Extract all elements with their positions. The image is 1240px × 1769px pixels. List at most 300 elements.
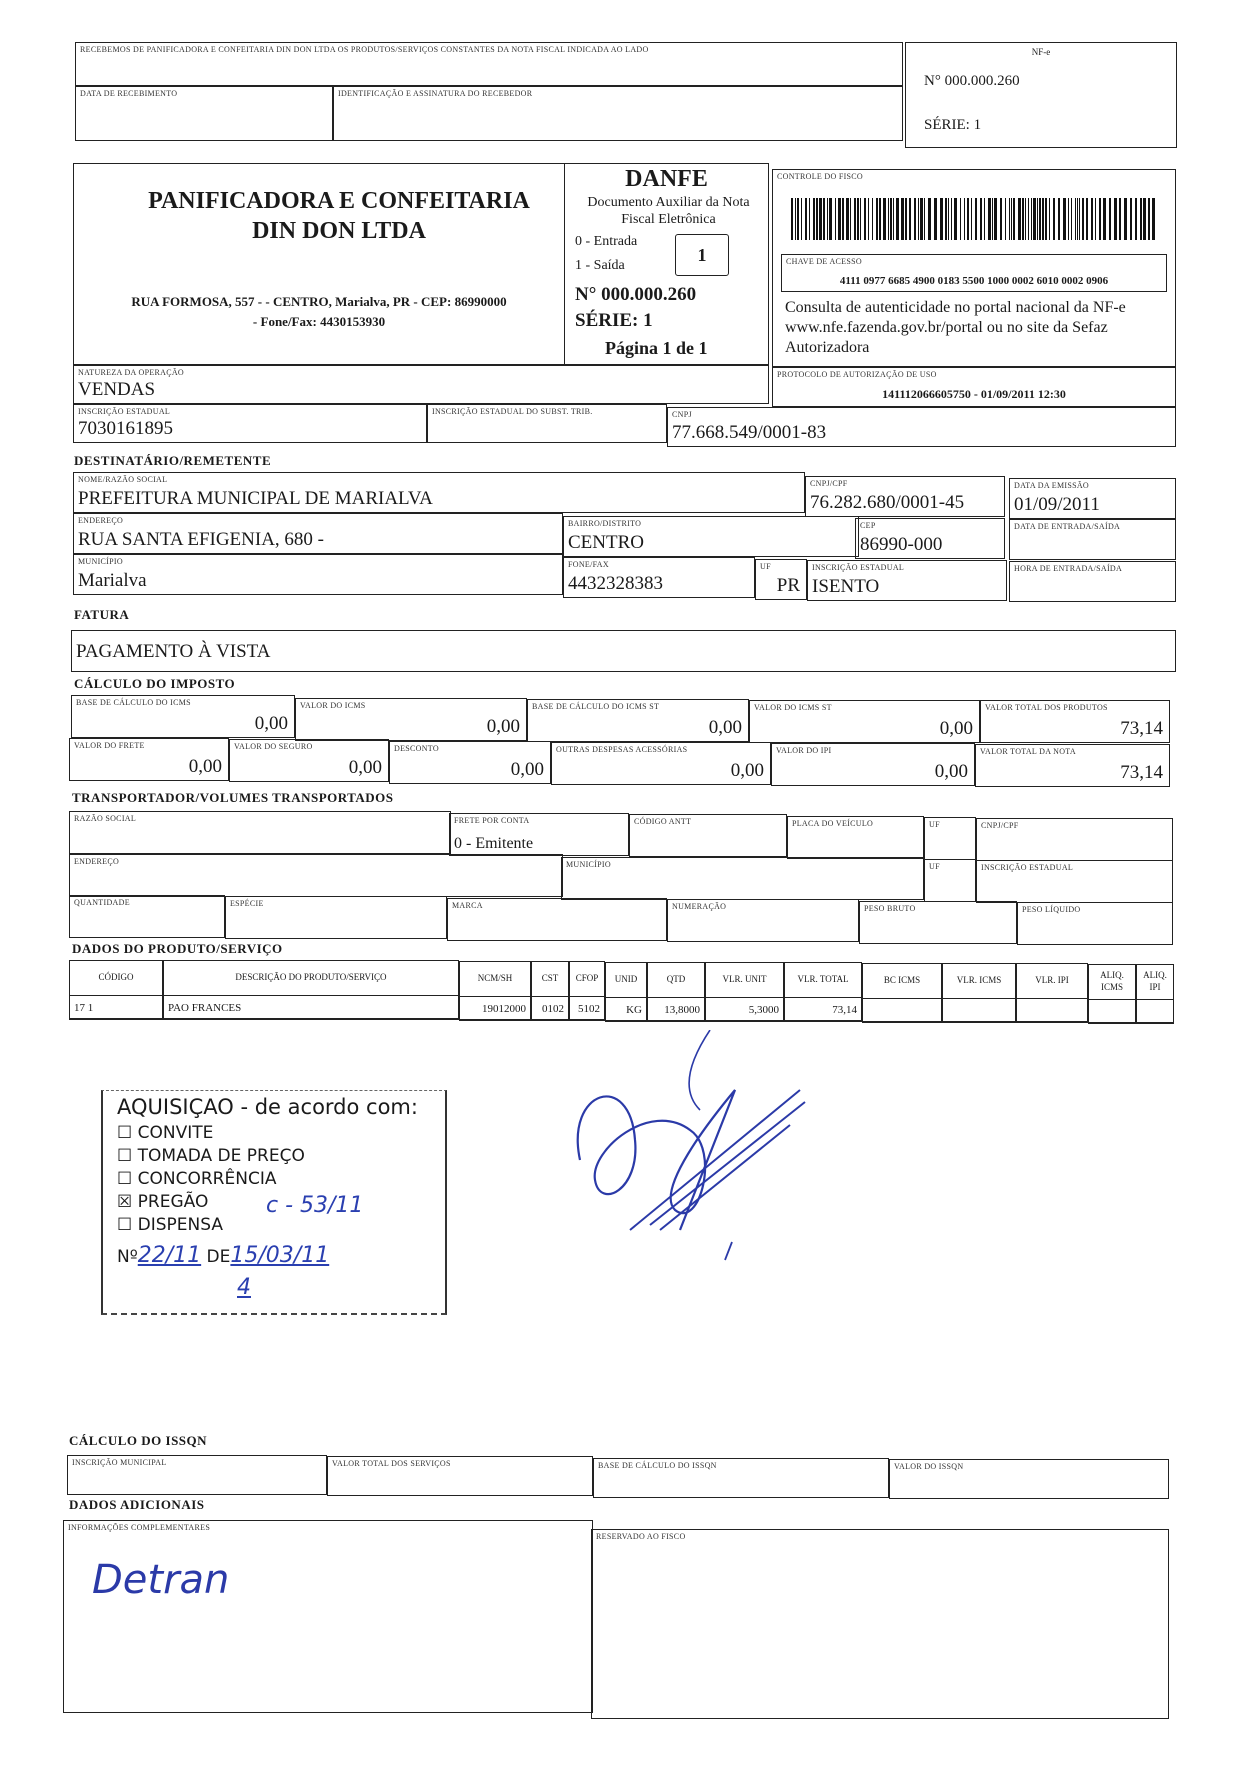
barcode-bar xyxy=(842,198,844,240)
carrier-cnpj-cell xyxy=(976,818,1173,861)
barcode-bar xyxy=(988,198,991,240)
barcode-bar xyxy=(1031,198,1032,240)
tax-label: VALOR DO ICMS xyxy=(300,701,366,710)
stamp-option xyxy=(117,1123,213,1143)
barcode-bar xyxy=(914,198,916,240)
barcode-bar xyxy=(809,198,810,240)
tax-value: 0,00 xyxy=(188,756,222,777)
product-header-cell: QTD xyxy=(647,962,705,998)
barcode-bar xyxy=(890,198,892,240)
receipt-number: N° 000.000.260 xyxy=(924,73,1020,89)
carrier-ie-label: INSCRIÇÃO ESTADUAL xyxy=(981,863,1074,872)
stamp-number: 22/11 xyxy=(137,1243,202,1268)
tax-value: 0,00 xyxy=(510,759,544,780)
stamp-option-label: TOMADA DE PREÇO xyxy=(137,1146,305,1166)
tax-value: 0,00 xyxy=(254,713,288,734)
recipient-phone: 4432328383 xyxy=(568,573,663,594)
barcode-bar xyxy=(868,198,869,240)
danfe-number: N° 000.000.260 xyxy=(575,284,697,305)
stamp-title: AQUISIÇAO - de acordo com: xyxy=(117,1095,418,1119)
stamp-option xyxy=(117,1169,276,1189)
access-key: 4111 0977 6685 4900 0183 5500 1000 0002 6010 0002 0906 xyxy=(839,275,1109,287)
info-label: INFORMAÇÕES COMPLEMENTARES xyxy=(68,1523,211,1532)
emission-value: 01/09/2011 xyxy=(1014,494,1100,515)
recipient-cnpj-cell xyxy=(805,476,1005,517)
recipient-address: RUA SANTA EFIGENIA, 680 - xyxy=(78,529,325,550)
tax-cell xyxy=(71,695,295,738)
barcode-bar xyxy=(909,198,911,240)
barcode-bar xyxy=(945,198,947,240)
barcode-bar xyxy=(854,198,856,240)
tax-value: 0,00 xyxy=(939,718,973,739)
tax-cell xyxy=(771,743,975,786)
protocol-cell xyxy=(772,367,1176,407)
recipient-district-cell xyxy=(563,516,859,557)
tax-cell xyxy=(229,739,389,782)
recipient-cnpj-label: CNPJ/CPF xyxy=(810,479,848,488)
product-header-cell: VLR. UNIT xyxy=(705,962,784,998)
invoice-section: FATURA xyxy=(74,607,130,622)
barcode-bar xyxy=(1152,198,1155,240)
product-header-cell: BC ICMS xyxy=(862,963,942,999)
tax-section: CÁLCULO DO IMPOSTO xyxy=(74,676,236,691)
barcode-bar xyxy=(791,198,793,240)
product-header-cell: CFOP xyxy=(569,961,605,997)
cnpj-label: CNPJ xyxy=(672,410,692,419)
barcode-bar xyxy=(975,198,977,240)
stamp-option-label: PREGÃO xyxy=(137,1192,209,1212)
access-key-label: CHAVE DE ACESSO xyxy=(786,257,862,266)
recipient-phone-label: FONE/FAX xyxy=(568,560,609,569)
product-header-cell: VLR. ICMS xyxy=(942,963,1016,999)
reserved-cell xyxy=(591,1529,1169,1719)
danfe-subtitle: Documento Auxiliar da Nota Fiscal Eletrônica xyxy=(587,195,750,227)
stamp-number-prefix: Nº xyxy=(117,1247,138,1267)
additional-section: DADOS ADICIONAIS xyxy=(69,1497,205,1512)
product-header-cell: NCM/SH xyxy=(459,961,531,997)
danfe-box xyxy=(565,163,769,365)
barcode-bar xyxy=(1099,198,1101,240)
numbering-label: NUMERAÇÃO xyxy=(672,902,727,911)
barcode-bar xyxy=(901,198,904,240)
ie-value: 7030161895 xyxy=(78,418,173,439)
gross-weight-label: PESO BRUTO xyxy=(864,904,916,913)
recipient-name-cell xyxy=(73,472,805,513)
stamp-pregao-handwritten: c - 53/11 xyxy=(266,1193,364,1218)
recipient-name-label: NOME/RAZÃO SOCIAL xyxy=(78,475,168,484)
receipt-series: SÉRIE: 1 xyxy=(924,117,982,133)
numbering-cell xyxy=(667,899,859,942)
tax-value: 0,00 xyxy=(730,760,764,781)
barcode-bar xyxy=(1018,198,1021,240)
tax-value: 0,00 xyxy=(486,716,520,737)
tax-cell xyxy=(975,744,1170,787)
product-cell: 5,3000 xyxy=(705,998,784,1022)
tax-cell xyxy=(295,698,527,741)
tax-label: VALOR DO SEGURO xyxy=(234,742,313,751)
tax-value: 0,00 xyxy=(708,717,742,738)
barcode-bar xyxy=(1075,198,1076,240)
tax-value: 0,00 xyxy=(348,757,382,778)
carrier-city-label: MUNICÍPIO xyxy=(566,860,611,869)
quantity-cell xyxy=(69,895,225,938)
product-cell: KG xyxy=(605,998,647,1022)
stamp-checkbox: ☒ xyxy=(117,1192,138,1212)
ie-label: INSCRIÇÃO ESTADUAL xyxy=(78,407,171,416)
plate-label: PLACA DO VEÍCULO xyxy=(792,819,874,828)
barcode-bar xyxy=(1009,198,1010,240)
barcode-bar xyxy=(1140,198,1142,240)
ie-st-cell xyxy=(427,404,667,443)
receipt-nfe-box xyxy=(905,42,1177,148)
barcode-bar xyxy=(801,198,802,240)
barcode-bar xyxy=(918,198,919,240)
stamp-option xyxy=(117,1192,208,1212)
barcode-bar xyxy=(951,198,952,240)
recipient-cep: 86990-000 xyxy=(860,534,943,555)
entry-date-cell xyxy=(1009,519,1176,560)
stamp-option-label: CONCORRÊNCIA xyxy=(137,1169,277,1189)
barcode-bar xyxy=(1068,198,1069,240)
barcode-bar xyxy=(1028,198,1029,240)
tax-label: VALOR DO FRETE xyxy=(74,741,145,750)
danfe-type-value: 1 xyxy=(675,234,729,276)
receipt-statement-box xyxy=(75,42,903,86)
recipient-address-cell xyxy=(73,513,563,554)
acquisition-stamp xyxy=(101,1090,447,1315)
barcode-bar xyxy=(1033,198,1036,240)
barcode-bar xyxy=(984,198,985,240)
recipient-ie-label: INSCRIÇÃO ESTADUAL xyxy=(812,563,905,572)
stamp-option-label: CONVITE xyxy=(137,1123,214,1143)
product-header-cell: VLR. IPI xyxy=(1016,963,1088,999)
barcode-bar xyxy=(1086,198,1088,240)
barcode-bar xyxy=(1143,198,1146,240)
barcode-bar xyxy=(928,198,931,240)
barcode-bar xyxy=(1013,198,1015,240)
issuer-phone: - Fone/Fax: 4430153930 xyxy=(252,314,386,329)
barcode-bar xyxy=(940,198,943,240)
stamp-checkbox: ☐ xyxy=(117,1169,138,1189)
recipient-address-label: ENDEREÇO xyxy=(78,516,124,525)
carrier-address-cell xyxy=(69,854,563,897)
product-cell xyxy=(1136,1000,1174,1024)
products-section: DADOS DO PRODUTO/SERVIÇO xyxy=(72,941,283,956)
stamp-date-prefix: DE xyxy=(206,1247,231,1267)
carrier-name-cell xyxy=(69,811,451,854)
barcode-bar xyxy=(1114,198,1117,240)
info-handwritten: Detran xyxy=(92,1557,230,1603)
barcode-bar xyxy=(876,198,878,240)
danfe-exit: 1 - Saída xyxy=(575,258,625,273)
product-header-cell: CÓDIGO xyxy=(69,960,163,996)
product-cell: 73,14 xyxy=(784,998,862,1022)
reserved-label: RESERVADO AO FISCO xyxy=(596,1532,686,1541)
barcode-bar xyxy=(827,198,828,240)
invoice-cell xyxy=(71,630,1176,672)
product-header-cell: ALIQ. ICMS xyxy=(1088,964,1136,1000)
danfe-title: DANFE xyxy=(625,166,708,192)
issqn-services-cell xyxy=(327,1456,593,1496)
barcode-bar xyxy=(829,198,832,240)
barcode-bar xyxy=(1124,198,1127,240)
barcode-bar xyxy=(924,198,925,240)
barcode-bar xyxy=(883,198,886,240)
issqn-value-cell xyxy=(889,1459,1169,1499)
issqn-services-label: VALOR TOTAL DOS SERVIÇOS xyxy=(332,1459,451,1468)
cnpj-cell xyxy=(667,407,1176,447)
product-cell xyxy=(1088,1000,1136,1024)
recipient-uf-label: UF xyxy=(760,562,771,571)
barcode-bar xyxy=(797,198,799,240)
danfe-page: Página 1 de 1 xyxy=(605,338,708,358)
tax-cell xyxy=(980,700,1170,743)
receipt-signature-box xyxy=(333,86,903,141)
barcode-bar xyxy=(850,198,851,240)
issuer-address: RUA FORMOSA, 557 - - CENTRO, Marialva, PR - CEP: 86990000 xyxy=(131,294,507,309)
barcode-bar xyxy=(1103,198,1106,240)
issqn-im-label: INSCRIÇÃO MUNICIPAL xyxy=(72,1458,167,1467)
barcode-bar xyxy=(992,198,993,240)
ie-cell xyxy=(73,404,427,443)
barcode-bar xyxy=(934,198,937,240)
recipient-city-cell xyxy=(73,554,563,595)
product-cell: 5102 xyxy=(569,997,605,1021)
species-cell xyxy=(225,896,447,939)
barcode-bar xyxy=(1058,198,1060,240)
issqn-base-cell xyxy=(593,1458,889,1498)
barcode-bar xyxy=(980,198,982,240)
protocol-value: 141112066605750 - 01/09/2011 12:30 xyxy=(882,387,1066,401)
carrier-ie-cell xyxy=(976,860,1173,903)
stamp-number-line xyxy=(117,1243,329,1268)
issqn-im-cell xyxy=(67,1455,327,1495)
stamp-option xyxy=(117,1215,223,1235)
stamp-extra: 4 xyxy=(237,1275,251,1300)
barcode-bar xyxy=(1079,198,1080,240)
product-cell xyxy=(1016,999,1088,1023)
barcode-bar xyxy=(835,198,836,240)
recipient-district: CENTRO xyxy=(568,532,644,553)
barcode-bar xyxy=(795,198,796,240)
barcode-bar xyxy=(864,198,866,240)
carrier-address-label: ENDEREÇO xyxy=(74,857,120,866)
entry-time-label: HORA DE ENTRADA/SAÍDA xyxy=(1014,564,1123,573)
barcode-bar xyxy=(1130,198,1132,240)
barcode-bar xyxy=(1039,198,1041,240)
carrier-uf-cell xyxy=(924,817,976,860)
recipient-cep-label: CEP xyxy=(860,521,876,530)
barcode-bar xyxy=(1049,198,1050,240)
stamp-checkbox: ☐ xyxy=(117,1123,138,1143)
recipient-ie-cell xyxy=(807,560,1007,601)
access-key-box xyxy=(781,254,1167,292)
barcode-bar xyxy=(838,198,841,240)
barcode-bar xyxy=(860,198,861,240)
carrier-uf2-cell xyxy=(924,859,976,902)
barcode-bar xyxy=(1077,198,1078,240)
tax-label: VALOR TOTAL DA NOTA xyxy=(980,747,1076,756)
emission-cell xyxy=(1009,478,1176,519)
barcode-bar xyxy=(1042,198,1044,240)
danfe-series: SÉRIE: 1 xyxy=(575,310,653,331)
product-header-cell: ALIQ. IPI xyxy=(1136,964,1174,1000)
barcode-bar xyxy=(1082,198,1084,240)
barcode-bar xyxy=(872,198,873,240)
barcode-bar xyxy=(1095,198,1096,240)
tax-label: BASE DE CÁLCULO DO ICMS ST xyxy=(532,702,660,711)
barcode-bar xyxy=(819,198,822,240)
tax-cell xyxy=(389,741,551,784)
tax-cell xyxy=(69,738,229,781)
cnpj-value: 77.668.549/0001-83 xyxy=(672,422,827,443)
tax-cell xyxy=(527,699,749,742)
recipient-name: PREFEITURA MUNICIPAL DE MARIALVA xyxy=(78,488,433,509)
barcode-bar xyxy=(1119,198,1121,240)
barcode-bar xyxy=(1045,198,1047,240)
receipt-nfe-label: NF-e xyxy=(1031,47,1051,57)
barcode-bar xyxy=(1000,198,1002,240)
barcode-bar xyxy=(905,198,907,240)
fisco-box xyxy=(772,169,1176,367)
tax-label: VALOR DO IPI xyxy=(776,746,832,755)
tax-label: BASE DE CÁLCULO DO ICMS xyxy=(76,698,191,707)
barcode-bar xyxy=(1135,198,1137,240)
barcode-bar xyxy=(954,198,957,240)
stamp-option-label: DISPENSA xyxy=(137,1215,223,1235)
receipt-date-label: DATA DE RECEBIMENTO xyxy=(80,89,178,98)
product-cell: 13,8000 xyxy=(647,998,705,1022)
tax-label: VALOR TOTAL DOS PRODUTOS xyxy=(985,703,1108,712)
issqn-base-label: BASE DE CÁLCULO DO ISSQN xyxy=(598,1461,717,1470)
barcode-bar xyxy=(1063,198,1066,240)
barcode-bar xyxy=(920,198,923,240)
gross-weight-cell xyxy=(859,901,1017,944)
recipient-ie: ISENTO xyxy=(812,576,880,597)
barcode-bar xyxy=(816,198,818,240)
barcode-bar xyxy=(948,198,949,240)
brand-cell xyxy=(447,898,667,941)
product-header-cell: VLR. TOTAL xyxy=(784,962,862,998)
nature-value: VENDAS xyxy=(78,379,156,400)
stamp-checkbox: ☐ xyxy=(117,1215,138,1235)
recipient-section: DESTINATÁRIO/REMETENTE xyxy=(74,453,272,468)
barcode-bar xyxy=(805,198,807,240)
net-weight-cell xyxy=(1017,902,1173,945)
recipient-city-label: MUNICÍPIO xyxy=(78,557,123,566)
barcode-bar xyxy=(1022,198,1024,240)
barcode-bar xyxy=(813,198,815,240)
danfe-entry: 0 - Entrada xyxy=(575,234,638,249)
nature-cell xyxy=(73,365,769,404)
carrier-city-cell xyxy=(561,857,924,900)
species-label: ESPÉCIE xyxy=(230,899,264,908)
product-cell: 19012000 xyxy=(459,997,531,1021)
tax-cell xyxy=(551,742,771,785)
freight-cell xyxy=(449,813,629,856)
quantity-label: QUANTIDADE xyxy=(74,898,130,907)
brand-label: MARCA xyxy=(452,901,483,910)
emission-label: DATA DA EMISSÃO xyxy=(1014,481,1089,490)
antt-cell xyxy=(629,814,787,857)
product-cell xyxy=(942,999,1016,1023)
fisco-control-label: CONTROLE DO FISCO xyxy=(777,172,863,181)
barcode xyxy=(791,198,1159,240)
barcode-bar xyxy=(857,198,859,240)
recipient-uf-cell xyxy=(755,559,807,600)
barcode-bar xyxy=(1037,198,1038,240)
consult-text: Consulta de autenticidade no portal nacional da NF-e www.nfe.fazenda.gov.br/portal ou no site da Sefaz Autorizadora xyxy=(785,299,1126,356)
tax-label: DESCONTO xyxy=(394,744,439,753)
receipt-date-box xyxy=(75,86,333,141)
freight-label: FRETE POR CONTA xyxy=(454,816,530,825)
barcode-bar xyxy=(1148,198,1150,240)
carrier-uf2-label: UF xyxy=(929,862,940,871)
barcode-bar xyxy=(888,198,889,240)
barcode-bar xyxy=(1011,198,1012,240)
receipt-statement: RECEBEMOS DE PANIFICADORA E CONFEITARIA DIN DON LTDA OS PRODUTOS/SERVIÇOS CONSTANTES DA NOTA FISCAL INDICADA AO LADO xyxy=(80,45,649,54)
barcode-bar xyxy=(896,198,899,240)
issqn-value-label: VALOR DO ISSQN xyxy=(894,1462,964,1471)
transport-section: TRANSPORTADOR/VOLUMES TRANSPORTADOS xyxy=(72,790,394,805)
tax-value: 73,14 xyxy=(1120,718,1163,739)
tax-label: VALOR DO ICMS ST xyxy=(754,703,832,712)
stamp-option xyxy=(117,1146,305,1166)
receipt-signature-label: IDENTIFICAÇÃO E ASSINATURA DO RECEBEDOR xyxy=(338,89,533,98)
product-header-cell: UNID xyxy=(605,962,647,998)
stamp-checkbox: ☐ xyxy=(117,1146,138,1166)
entry-date-label: DATA DE ENTRADA/SAÍDA xyxy=(1014,522,1121,531)
tax-value: 0,00 xyxy=(934,761,968,782)
issqn-section: CÁLCULO DO ISSQN xyxy=(69,1433,208,1448)
issuer-name: PANIFICADORA E CONFEITARIA DIN DON LTDA xyxy=(148,188,530,244)
stamp-date: 15/03/11 xyxy=(230,1243,330,1268)
recipient-district-label: BAIRRO/DISTRITO xyxy=(568,519,642,528)
tax-value: 73,14 xyxy=(1120,762,1163,783)
entry-time-cell xyxy=(1009,561,1176,602)
recipient-uf: PR xyxy=(776,575,800,596)
invoice-text: PAGAMENTO À VISTA xyxy=(76,641,271,662)
recipient-cnpj: 76.282.680/0001-45 xyxy=(810,492,965,513)
barcode-bar xyxy=(1109,198,1111,240)
ie-st-label: INSCRIÇÃO ESTADUAL DO SUBST. TRIB. xyxy=(432,407,593,416)
barcode-bar xyxy=(1005,198,1006,240)
product-cell: 17 1 xyxy=(69,996,163,1020)
protocol-label: PROTOCOLO DE AUTORIZAÇÃO DE USO xyxy=(777,370,937,379)
barcode-bar xyxy=(879,198,881,240)
product-header-cell: DESCRIÇÃO DO PRODUTO/SERVIÇO xyxy=(163,960,459,996)
barcode-bar xyxy=(964,198,965,240)
recipient-phone-cell xyxy=(563,557,755,598)
plate-cell xyxy=(787,816,924,859)
barcode-bar xyxy=(971,198,972,240)
freight-value: 0 - Emitente xyxy=(454,835,534,852)
antt-label: CÓDIGO ANTT xyxy=(634,817,692,826)
tax-cell xyxy=(749,700,980,743)
info-cell xyxy=(63,1520,593,1713)
barcode-bar xyxy=(823,198,825,240)
barcode-bar xyxy=(994,198,997,240)
tax-label: OUTRAS DESPESAS ACESSÓRIAS xyxy=(556,745,688,754)
barcode-bar xyxy=(1071,198,1072,240)
product-cell: 0102 xyxy=(531,997,569,1021)
barcode-bar xyxy=(1091,198,1093,240)
nature-label: NATUREZA DA OPERAÇÃO xyxy=(78,368,185,377)
net-weight-label: PESO LÍQUIDO xyxy=(1022,905,1081,914)
barcode-bar xyxy=(1053,198,1055,240)
recipient-cep-cell xyxy=(855,518,1005,559)
product-cell: PAO FRANCES xyxy=(163,996,459,1020)
